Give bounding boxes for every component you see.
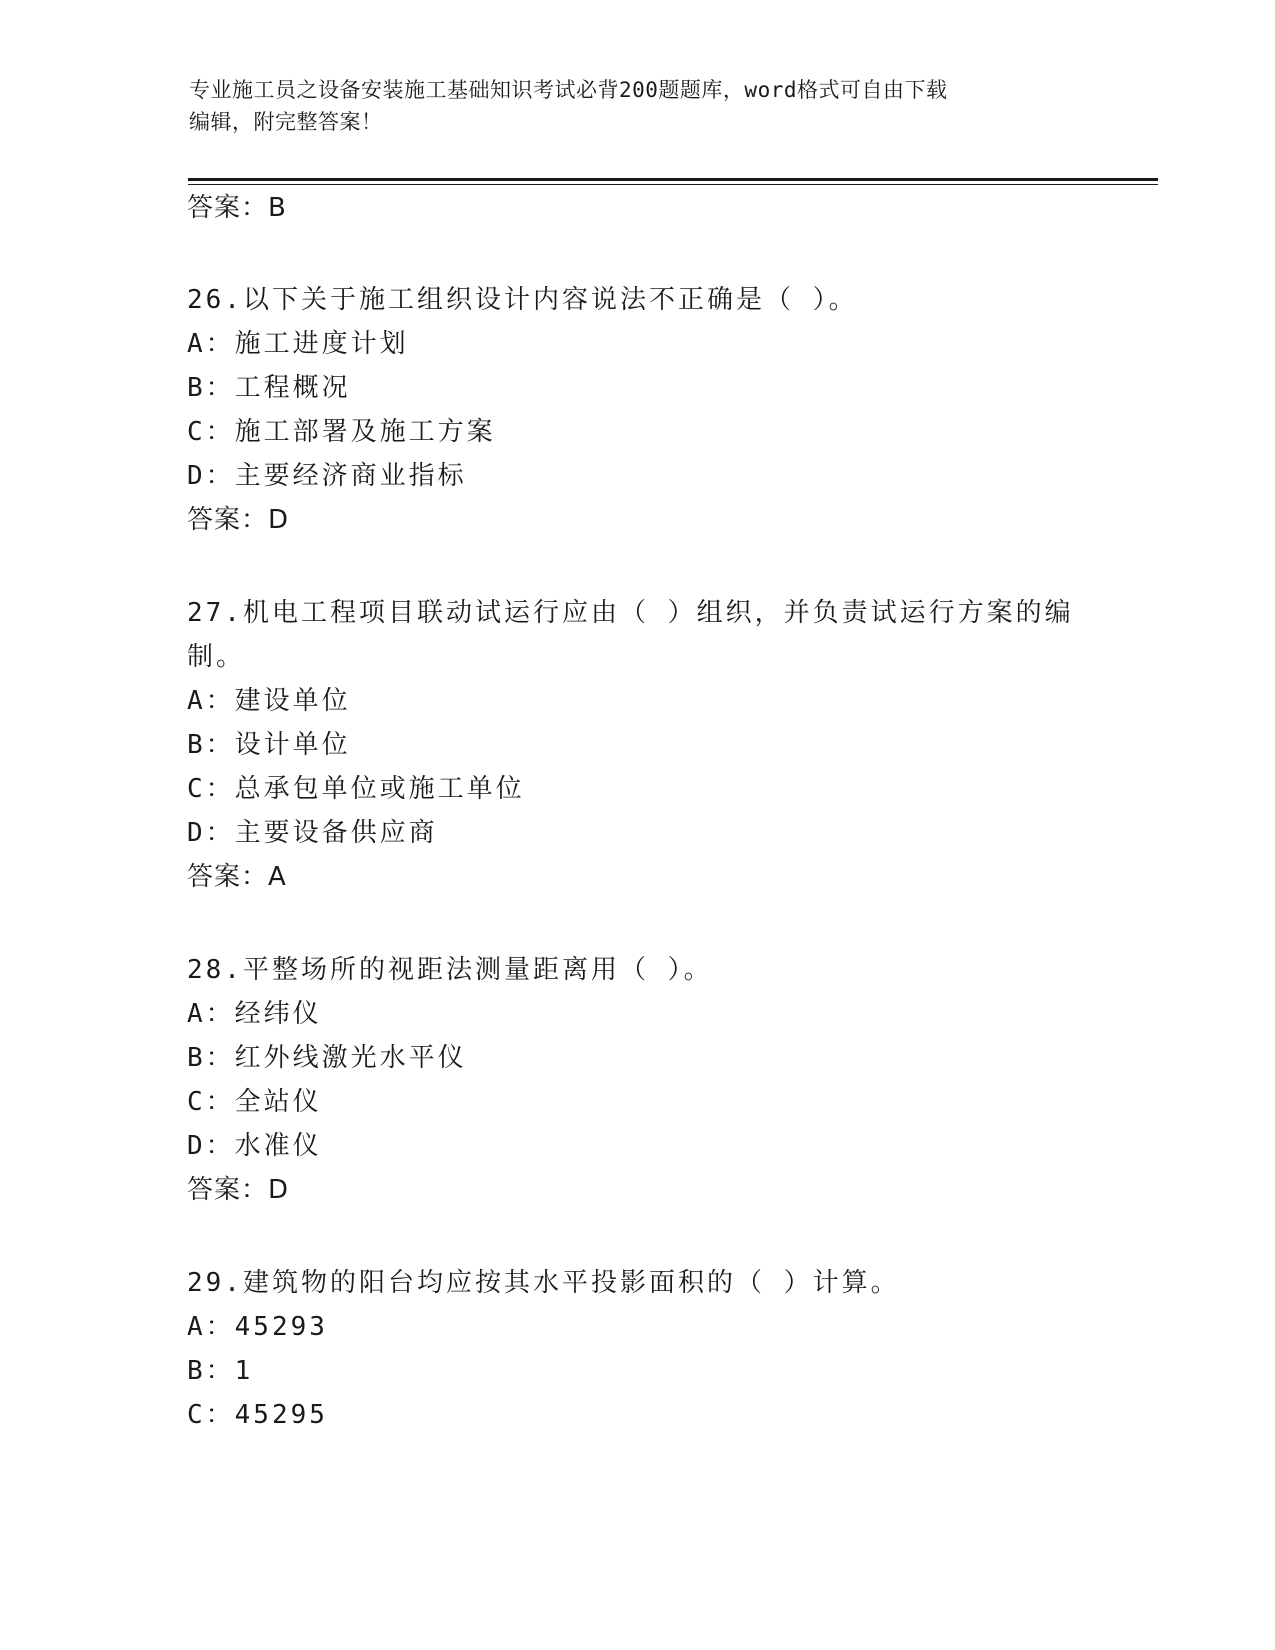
header-rule-thin <box>188 184 1158 185</box>
option-c: C：施工部署及施工方案 <box>187 417 496 447</box>
option-c: C：总承包单位或施工单位 <box>187 774 525 804</box>
option-d: D：水准仪 <box>187 1131 322 1161</box>
option-c: C：全站仪 <box>187 1087 322 1117</box>
question-stem: 26.以下关于施工组织设计内容说法不正确是（ ）。 <box>187 285 858 315</box>
option-b: B：设计单位 <box>187 730 351 760</box>
option-a: A：45293 <box>187 1312 328 1342</box>
option-c: C：45295 <box>187 1400 328 1430</box>
option-d: D：主要设备供应商 <box>187 818 438 848</box>
header-title-line1: 专业施工员之设备安装施工基础知识考试必背200题题库，word格式可自由下载 <box>189 78 948 102</box>
option-a: A：施工进度计划 <box>187 329 409 359</box>
option-b: B：1 <box>187 1356 254 1386</box>
question-stem: 28.平整场所的视距法测量距离用（ ）。 <box>187 955 713 985</box>
option-a: A：经纬仪 <box>187 999 322 1029</box>
header-rule-thick <box>188 178 1158 181</box>
option-b: B：工程概况 <box>187 373 351 403</box>
answer-line: 答案：D <box>187 1175 290 1205</box>
header-title-line2: 编辑，附完整答案！ <box>189 110 383 134</box>
question-stem-continued: 制。 <box>187 642 246 672</box>
document-header <box>189 74 1089 138</box>
answer-line: 答案：B <box>187 193 287 223</box>
option-a: A：建设单位 <box>187 686 351 716</box>
option-b: B：红外线激光水平仪 <box>187 1043 467 1073</box>
answer-line: 答案：D <box>187 505 290 535</box>
question-stem: 27.机电工程项目联动试运行应由（ ）组织，并负责试运行方案的编 <box>187 598 1074 628</box>
question-stem: 29.建筑物的阳台均应按其水平投影面积的（ ）计算。 <box>187 1268 900 1298</box>
option-d: D：主要经济商业指标 <box>187 461 467 491</box>
answer-line: 答案：A <box>187 862 287 892</box>
